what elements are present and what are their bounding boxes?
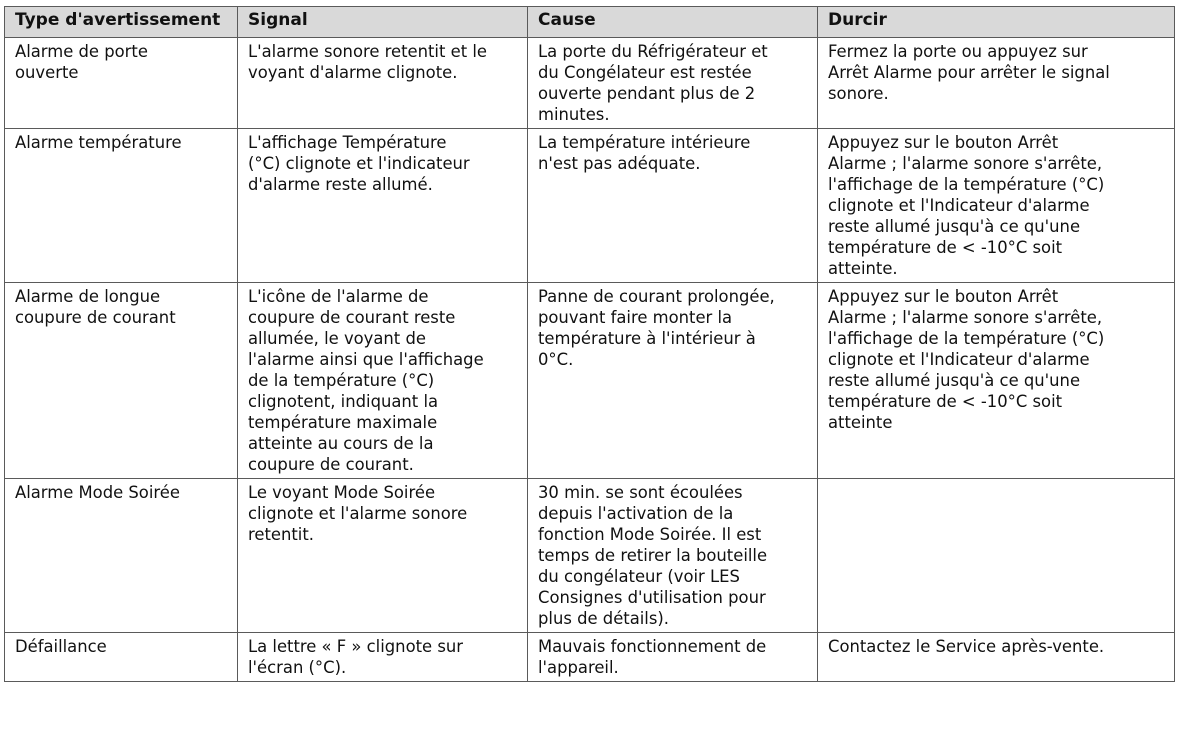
header-cause: Cause — [528, 7, 818, 38]
warning-table-container — [4, 6, 1174, 682]
cell-signal: La lettre « F » clignote sur l'écran (°C). — [238, 633, 528, 682]
cell-warning-type: Alarme de longue coupure de courant — [5, 283, 238, 479]
cell-remedy — [818, 479, 1175, 633]
table-row — [5, 283, 1175, 479]
cell-signal: L'affichage Température (°C) clignote et l'indicateur d'alarme reste allumé. — [238, 129, 528, 283]
cell-warning-type: Alarme de porte ouverte — [5, 38, 238, 129]
cell-cause: 30 min. se sont écoulées depuis l'activation de la fonction Mode Soirée. Il est temps de retirer la bouteille du congélateur (voir LES Consignes d'utilisation pour plus de détails). — [528, 479, 818, 633]
warning-table — [4, 6, 1175, 682]
cell-warning-type: Défaillance — [5, 633, 238, 682]
cell-remedy: Contactez le Service après-vente. — [818, 633, 1175, 682]
cell-cause: La température intérieure n'est pas adéquate. — [528, 129, 818, 283]
cell-warning-type: Alarme température — [5, 129, 238, 283]
cell-cause: La porte du Réfrigérateur et du Congélateur est restée ouverte pendant plus de 2 minutes. — [528, 38, 818, 129]
cell-cause: Mauvais fonctionnement de l'appareil. — [528, 633, 818, 682]
table-row — [5, 129, 1175, 283]
cell-signal: L'icône de l'alarme de coupure de courant reste allumée, le voyant de l'alarme ainsi que l'affichage de la température (°C) clignotent, indiquant la température maximale atteinte au cours de la coupure de courant. — [238, 283, 528, 479]
cell-remedy: Appuyez sur le bouton Arrêt Alarme ; l'alarme sonore s'arrête, l'affichage de la température (°C) clignote et l'Indicateur d'alarme reste allumé jusqu'à ce qu'une température de < -10°C soit atteinte — [818, 283, 1175, 479]
cell-warning-type: Alarme Mode Soirée — [5, 479, 238, 633]
table-row — [5, 479, 1175, 633]
cell-signal: Le voyant Mode Soirée clignote et l'alarme sonore retentit. — [238, 479, 528, 633]
table-header-row — [5, 7, 1175, 38]
cell-cause: Panne de courant prolongée, pouvant faire monter la température à l'intérieur à 0°C. — [528, 283, 818, 479]
table-row — [5, 633, 1175, 682]
header-warning-type: Type d'avertissement — [5, 7, 238, 38]
header-remedy: Durcir — [818, 7, 1175, 38]
table-row — [5, 38, 1175, 129]
cell-signal: L'alarme sonore retentit et le voyant d'alarme clignote. — [238, 38, 528, 129]
cell-remedy: Fermez la porte ou appuyez sur Arrêt Alarme pour arrêter le signal sonore. — [818, 38, 1175, 129]
header-signal: Signal — [238, 7, 528, 38]
cell-remedy: Appuyez sur le bouton Arrêt Alarme ; l'alarme sonore s'arrête, l'affichage de la température (°C) clignote et l'Indicateur d'alarme reste allumé jusqu'à ce qu'une température de < -10°C soit atteinte. — [818, 129, 1175, 283]
